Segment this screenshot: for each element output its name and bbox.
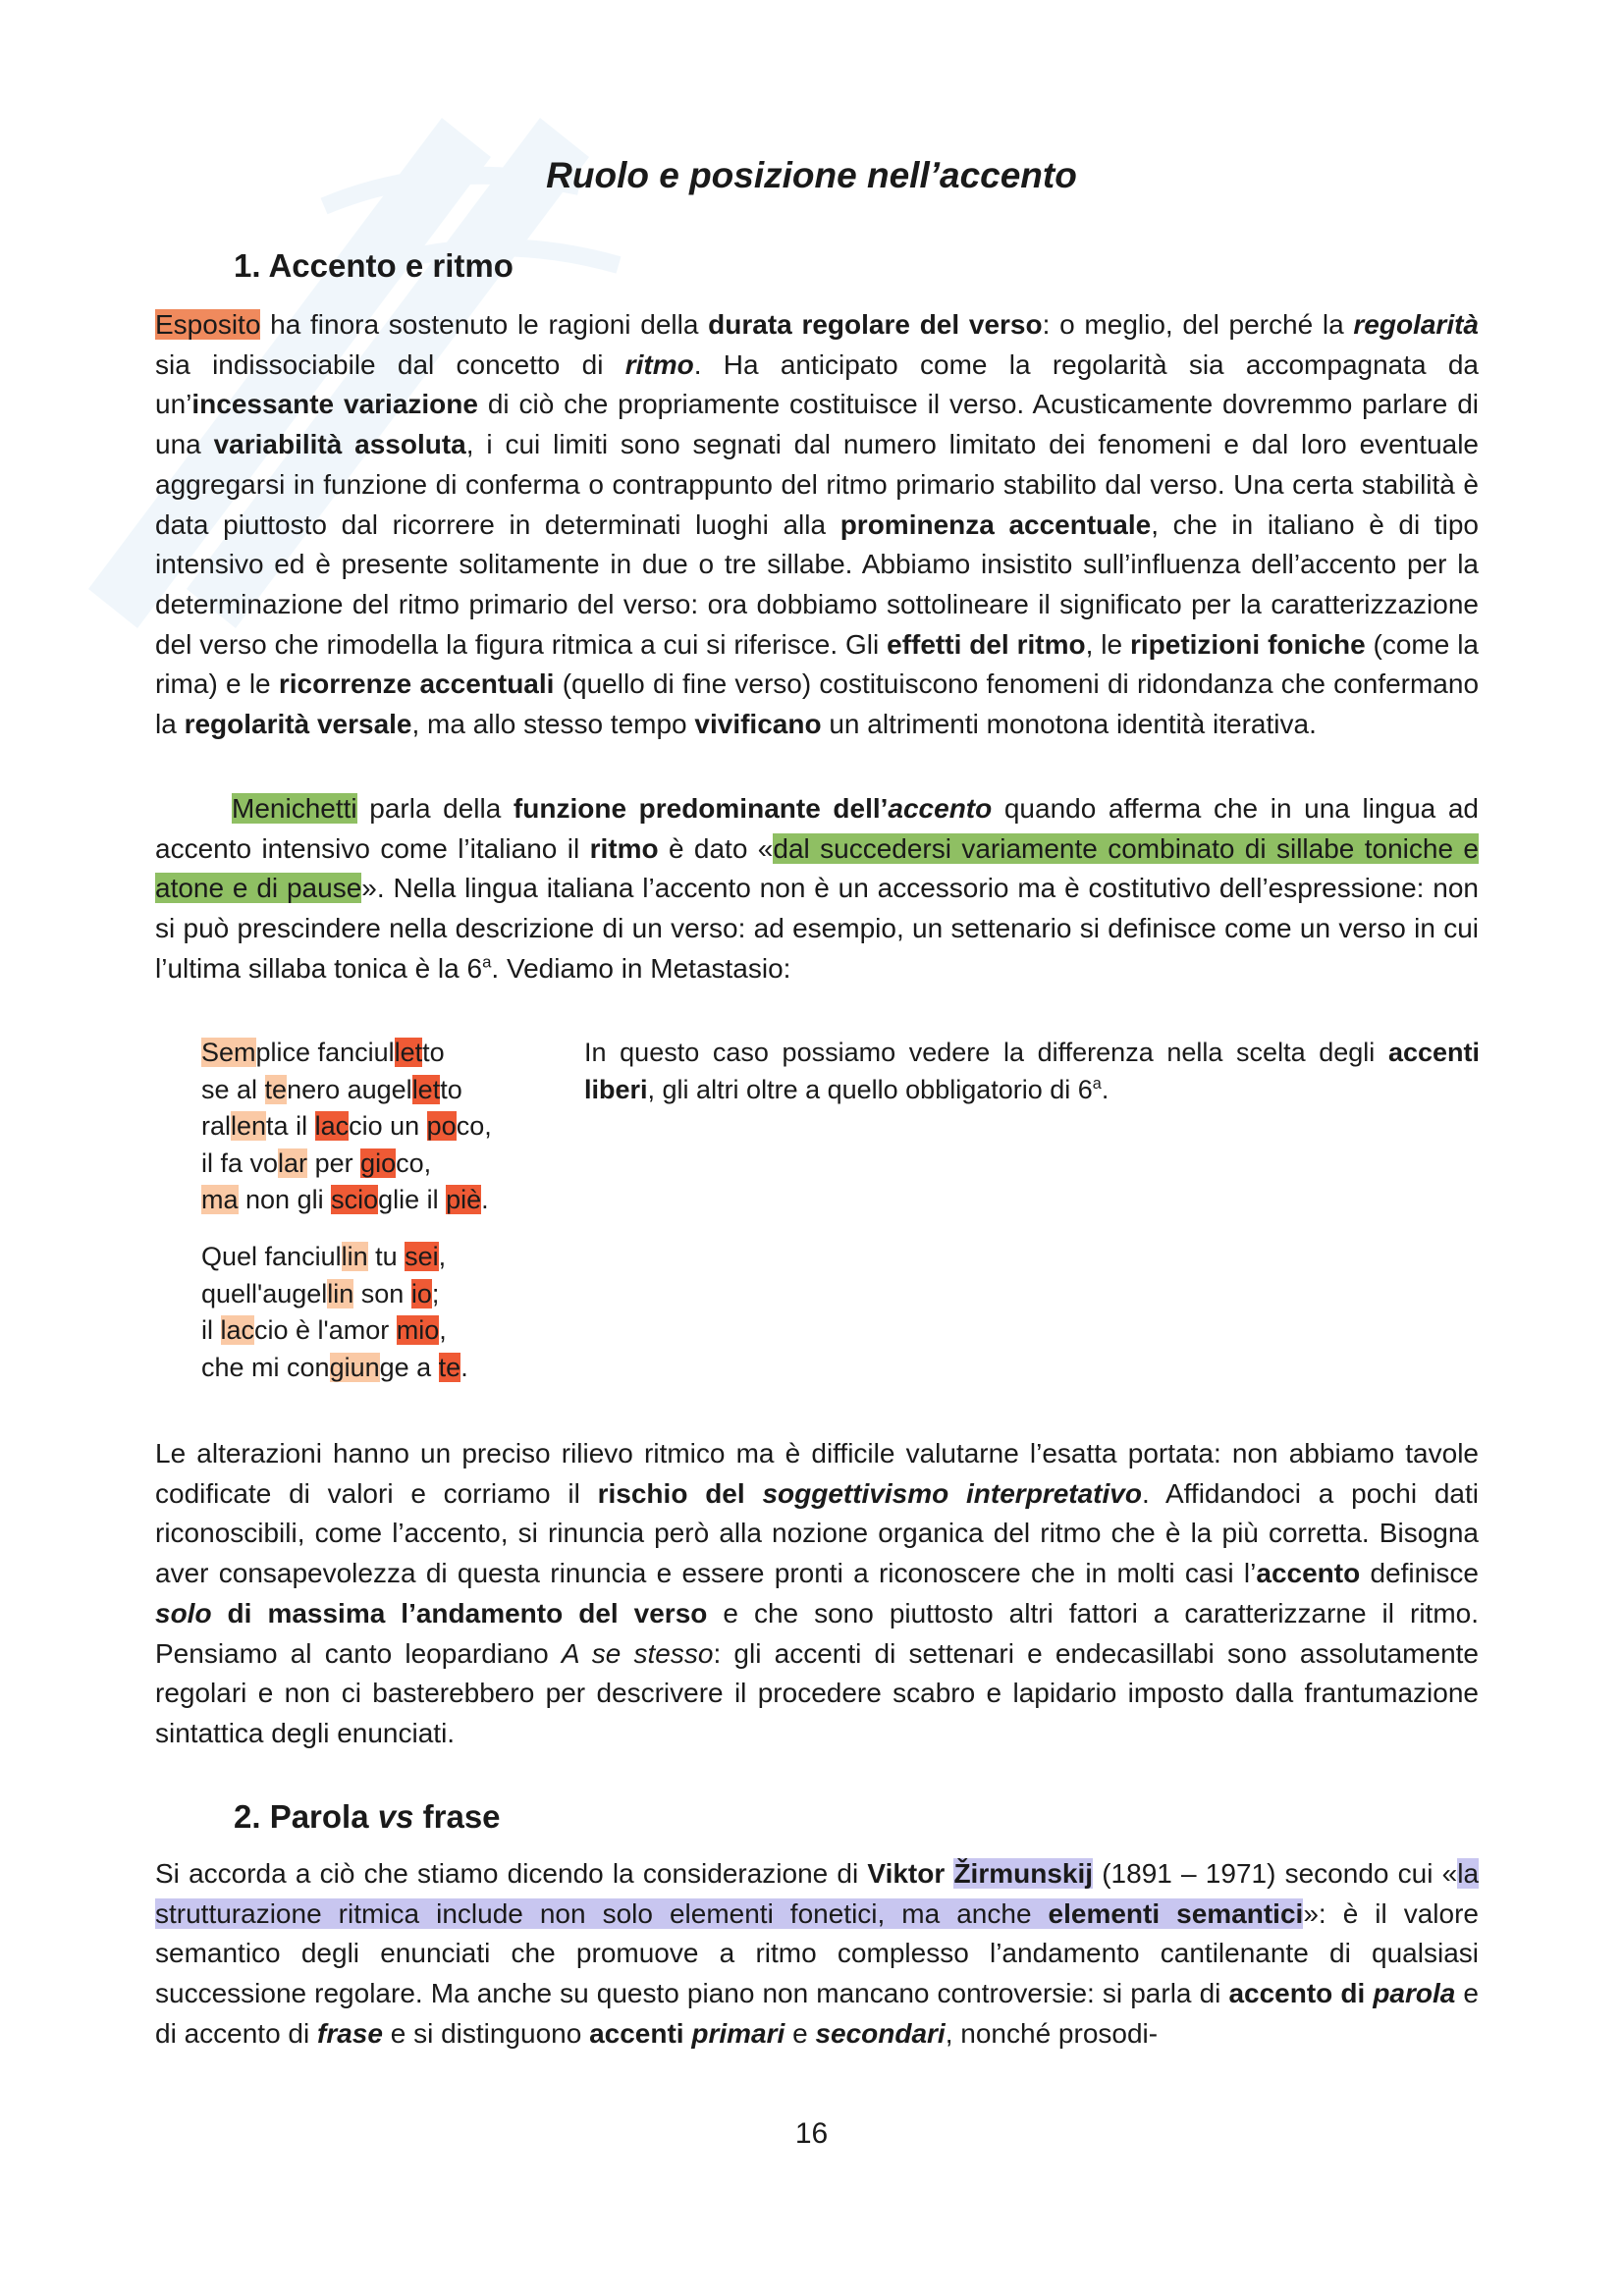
- light-accent: lin: [327, 1278, 354, 1308]
- poem-stanza-1: [201, 1035, 492, 1219]
- highlight-quote-zirmunskij: la strutturazione ritmica include non solo elementi fonetici, ma anche elementi semantici: [155, 1858, 1480, 1929]
- paragraph-zirmunskij: Si accorda a ciò che stiamo dicendo la considerazione di Viktor Žirmunskij (1891 – 1971) secondo cui «la strutturazione ritmica include non solo elementi fonetici, ma anche elementi semantici»: è il valore semantico degli enunciati che promuove a ritmo complesso l’andamento cantilenante di qualsiasi successione regolare. Ma anche su questo piano non mancano controversie: si parla di accento di parola e di accento di frase e si distinguono accenti primari e secondari, nonché prosodi-: [155, 1858, 1480, 2049]
- paragraph-esposito: Esposito ha finora sostenuto le ragioni della durata regolare del verso: o meglio, del perché la regolarità sia indissociabile dal concetto di ritmo. Ha anticipato come la regolarità sia accompagnata da un’incessante variazione di ciò che propriamente costituisce il verso. Acusticamente dovremmo parlare di una variabilità assoluta, i cui limiti sono segnati dal numero limitato dei fenomeni e dal loro eventuale aggregarsi in funzione di conferma o contrappunto del ritmo primario stabilito dal verso. Una certa stabilità è data piuttosto dal ricorrere in determinati luoghi alla prominenza accentuale, che in italiano è di tipo intensivo ed è presente solitamente in due o tre sillabe. Abbiamo insistito sull’influenza dell’accento per la determinazione del ritmo primario del verso: ora dobbiamo sottolineare il significato per la caratterizzazione del verso che rimodella la figura ritmica a cui si riferisce. Gli effetti del ritmo, le ripetizioni foniche (come la rima) e le ricorrenze accentuali (quello di fine verso) costituiscono fenomeni di ridondanza che confermano la regolarità versale, ma allo stesso tempo vivificano un altrimenti monotona identità iterativa.: [155, 309, 1480, 740]
- strong-accent: scio: [331, 1185, 379, 1214]
- poem-note: In questo caso possiamo vedere la differenza nella scelta degli accenti liberi, gli altri oltre a quello obbligatorio di 6$^a$.: [584, 1038, 1480, 1104]
- strong-accent: sei: [405, 1242, 439, 1271]
- poem-line: quell'augellin son io;: [201, 1278, 440, 1308]
- poem-line: Semplice fanciulletto: [201, 1038, 445, 1067]
- page-title: Ruolo e posizione nell’accento: [546, 155, 1077, 195]
- highlight-quote-menichetti: dal succedersi variamente combinato di sillabe toniche e atone e di pause: [155, 832, 1479, 904]
- highlight-zirmunskij: Žirmunskij: [953, 1858, 1094, 1889]
- light-accent: lar: [278, 1148, 308, 1178]
- light-accent: Sem: [201, 1038, 256, 1067]
- poem-line: Quel fanciullin tu sei,: [201, 1242, 447, 1271]
- light-accent: giun: [329, 1352, 380, 1382]
- poem-line: il fa volar per gioco,: [201, 1148, 432, 1178]
- section-heading-accento-ritmo: 1. Accento e ritmo: [234, 247, 514, 284]
- strong-accent: piè: [446, 1185, 482, 1214]
- paragraph-menichetti: Menichetti parla della funzione predominante dell’accento quando afferma che in una lingua ad accento intensivo come l’italiano il ritmo è dato «dal succedersi variamente combinato di sillabe toniche e atone e di pause». Nella lingua italiana l’accento non è un accessorio ma è costitutivo dell’espressione: non si può prescindere nella descrizione di un verso: ad esempio, un settenario si definisce come un verso in cui l’ultima sillaba tonica è la 6$^a$. Vediamo in Metastasio:: [155, 793, 1479, 984]
- strong-accent: io: [410, 1278, 432, 1308]
- light-accent: lac: [220, 1315, 255, 1345]
- light-accent: ma: [201, 1185, 239, 1214]
- strong-accent: mio: [396, 1315, 440, 1345]
- strong-accent: lac: [314, 1111, 350, 1141]
- light-accent: te: [264, 1074, 288, 1104]
- strong-accent: po: [426, 1111, 457, 1141]
- strong-accent: let: [411, 1074, 441, 1104]
- strong-accent: gio: [360, 1148, 397, 1178]
- section-heading-parola-frase: 2. Parola vs frase: [234, 1798, 501, 1835]
- strong-accent: let: [394, 1038, 423, 1067]
- light-accent: len: [231, 1111, 267, 1141]
- poem-line: il laccio è l'amor mio,: [201, 1315, 447, 1345]
- highlight-menichetti: Menichetti: [232, 793, 357, 824]
- poem-line: rallenta il laccio un poco,: [201, 1111, 492, 1141]
- light-accent: lin: [341, 1242, 368, 1271]
- poem-line: che mi congiunge a te.: [201, 1352, 468, 1382]
- poem-stanza-2: [201, 1239, 468, 1386]
- strong-accent: te: [438, 1352, 461, 1382]
- poem-line: ma non gli scioglie il piè.: [201, 1185, 489, 1214]
- paragraph-alterazioni: Le alterazioni hanno un preciso rilievo ritmico ma è difficile valutarne l’esatta portata: non abbiamo tavole codificate di valori e corriamo il rischio del soggettivismo interpretativo. Affidandoci a pochi dati riconoscibili, come l’accento, si rinuncia però alla nozione organica del ritmo che è la più corretta. Bisogna aver consapevolezza di questa rinuncia e essere pronti a riconoscere che in molti casi l’accento definisce solo di massima l’andamento del verso e che sono piuttosto altri fattori a caratterizzarne il ritmo. Pensiamo al canto leopardiano A se stesso: gli accenti di settenari e endecasillabi sono assolutamente regolari e non ci basterebbero per descrivere il procedere scabro e lapidario imposto dalla frantumazione sintattica degli enunciati.: [155, 1438, 1479, 1748]
- page-number: 16: [794, 2117, 829, 2150]
- highlight-esposito: Esposito: [155, 309, 261, 340]
- poem-line: se al tenero augelletto: [201, 1074, 462, 1104]
